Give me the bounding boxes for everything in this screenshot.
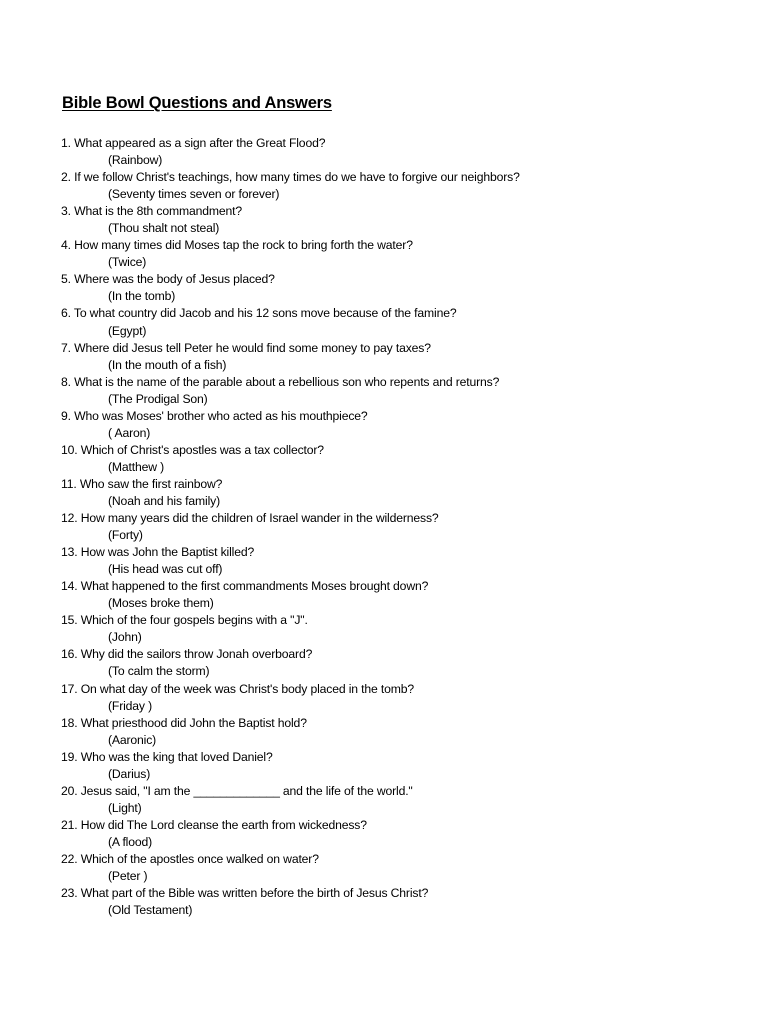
answer-text: (Matthew ): [108, 459, 165, 474]
answer-text: (Darius): [108, 766, 151, 781]
answer-text: (A flood): [108, 834, 153, 849]
question-item: [61, 817, 741, 851]
question-text: 17. On what day of the week was Christ's body placed in the tomb?: [61, 681, 414, 696]
question-text: 7. Where did Jesus tell Peter he would find some money to pay taxes?: [61, 340, 431, 355]
answer-text: (In the mouth of a fish): [108, 357, 227, 372]
answer-text: ( Aaron): [108, 425, 151, 440]
question-item: [61, 271, 741, 305]
answer-text: (Forty): [108, 528, 143, 543]
question-text: 3. What is the 8th commandment?: [61, 204, 242, 219]
question-item: [61, 237, 741, 271]
question-text: 8. What is the name of the parable about a rebellious son who repents and returns?: [61, 374, 500, 389]
page-title: Bible Bowl Questions and Answers: [62, 94, 332, 112]
question-item: [61, 851, 741, 885]
question-text: 15. Which of the four gospels begins with a "J".: [61, 613, 308, 628]
question-text: 14. What happened to the first commandments Moses brought down?: [61, 579, 429, 594]
question-text: 23. What part of the Bible was written before the birth of Jesus Christ?: [61, 886, 429, 901]
question-text: 18. What priesthood did John the Baptist hold?: [61, 715, 307, 730]
question-item: [61, 169, 741, 203]
answer-text: (Moses broke them): [108, 596, 214, 611]
answer-text: (Light): [108, 800, 142, 815]
question-text: 4. How many times did Moses tap the rock to bring forth the water?: [61, 238, 413, 253]
question-text: 12. How many years did the children of Israel wander in the wilderness?: [61, 511, 439, 526]
question-text: 16. Why did the sailors throw Jonah overboard?: [61, 647, 313, 662]
question-item: [61, 646, 741, 680]
question-text: 6. To what country did Jacob and his 12 sons move because of the famine?: [61, 306, 457, 321]
question-item: [61, 578, 741, 612]
answer-text: (In the tomb): [108, 289, 176, 304]
question-text: 2. If we follow Christ's teachings, how many times do we have to forgive our neighbors?: [61, 170, 520, 185]
answer-text: (Old Testament): [108, 903, 193, 918]
question-list: [61, 135, 741, 919]
question-text: 11. Who saw the first rainbow?: [61, 476, 223, 491]
answer-text: (Friday ): [108, 698, 153, 713]
answer-text: (Aaronic): [108, 732, 157, 747]
answer-text: (Noah and his family): [108, 493, 221, 508]
answer-text: (Thou shalt not steal): [108, 221, 220, 236]
answer-text: (Egypt): [108, 323, 147, 338]
question-item: [61, 340, 741, 374]
question-text: 20. Jesus said, "I am the _____________ and the life of the world.": [61, 783, 413, 798]
question-item: [61, 681, 741, 715]
answer-text: (Twice): [108, 255, 147, 270]
question-text: 22. Which of the apostles once walked on water?: [61, 851, 319, 866]
question-item: [61, 135, 741, 169]
question-item: [61, 749, 741, 783]
question-item: [61, 203, 741, 237]
answer-text: (The Prodigal Son): [108, 391, 208, 406]
question-text: 13. How was John the Baptist killed?: [61, 545, 255, 560]
question-item: [61, 612, 741, 646]
answer-text: (Seventy times seven or forever): [108, 187, 280, 202]
question-item: [61, 510, 741, 544]
question-text: 9. Who was Moses' brother who acted as his mouthpiece?: [61, 408, 368, 423]
question-item: [61, 442, 741, 476]
question-item: [61, 374, 741, 408]
question-item: [61, 885, 741, 919]
answer-text: (Peter ): [108, 869, 148, 884]
question-text: 21. How did The Lord cleanse the earth from wickedness?: [61, 817, 367, 832]
question-text: 5. Where was the body of Jesus placed?: [61, 272, 275, 287]
question-item: [61, 544, 741, 578]
question-item: [61, 783, 741, 817]
answer-text: (Rainbow): [108, 153, 163, 168]
answer-text: (John): [108, 630, 142, 645]
answer-text: (His head was cut off): [108, 562, 223, 577]
answer-text: (To calm the storm): [108, 664, 210, 679]
question-item: [61, 305, 741, 339]
question-item: [61, 715, 741, 749]
question-text: 1. What appeared as a sign after the Great Flood?: [61, 136, 326, 150]
question-text: 19. Who was the king that loved Daniel?: [61, 749, 273, 764]
question-text: 10. Which of Christ's apostles was a tax collector?: [61, 442, 324, 457]
question-item: [61, 476, 741, 510]
question-item: [61, 408, 741, 442]
